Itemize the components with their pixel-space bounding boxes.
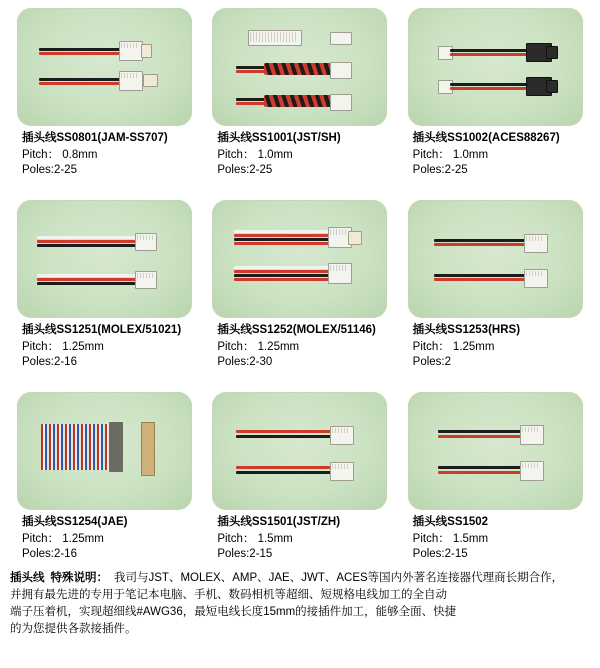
- footer-text-4: 的为您提供各款接插件。: [10, 623, 137, 635]
- product-caption-4: [22, 323, 199, 371]
- product-grid: [10, 8, 590, 582]
- product-photo-6: [408, 200, 583, 318]
- product-photo-9: [408, 392, 583, 510]
- product-cell-4: [10, 200, 199, 390]
- product-caption-6: [413, 323, 590, 371]
- product-caption-3: [413, 131, 590, 179]
- product-cell-2: [205, 8, 394, 198]
- product-photo-2: [212, 8, 387, 126]
- product-title: 插头线SS1502: [412, 516, 489, 528]
- footer-heading: 插头线: [10, 572, 45, 584]
- product-title: 插头线SS1002(ACES88267): [412, 132, 560, 144]
- product-title: 插头线SS0801(JAM-SS707): [22, 132, 168, 144]
- product-title: 插头线SS1001(JST/SH): [217, 132, 341, 144]
- footer-line-1: [10, 570, 590, 587]
- product-poles: Poles:2-16: [22, 356, 77, 368]
- footer-line-3: [10, 604, 590, 621]
- product-pitch: Pitch： 1.25mm: [412, 340, 495, 353]
- product-caption-9: [413, 515, 590, 563]
- product-pitch: Pitch： 1.25mm: [22, 532, 104, 545]
- product-pitch: Pitch： 0.8mm: [22, 148, 98, 161]
- product-pitch: Pitch： 1.5mm: [412, 532, 489, 545]
- product-poles: Poles:2-16: [22, 548, 77, 560]
- product-title: 插头线SS1501(JST/ZH): [217, 516, 341, 528]
- product-photo-7: [17, 392, 192, 510]
- product-cell-7: [10, 392, 199, 582]
- product-photo-3: [408, 8, 583, 126]
- product-pitch: Pitch： 1.25mm: [22, 340, 104, 353]
- footer-note: [10, 570, 590, 638]
- product-caption-1: [22, 131, 199, 179]
- footer-text-1: 我司与JST、MOLEX、AMP、JAE、JWT、ACES等国内外著名连接器代理商长期合作，: [114, 572, 564, 584]
- product-poles: Poles:2: [412, 356, 452, 368]
- footer-line-4: [10, 621, 590, 638]
- product-pitch: Pitch： 1.0mm: [412, 148, 489, 161]
- product-cell-5: [205, 200, 394, 390]
- product-poles: Poles:2-25: [412, 164, 468, 176]
- product-photo-5: [212, 200, 387, 318]
- product-poles: Poles:2-25: [217, 164, 273, 176]
- product-poles: Poles:2-15: [217, 548, 273, 560]
- product-cell-1: [10, 8, 199, 198]
- product-caption-7: [22, 515, 199, 563]
- product-pitch: Pitch： 1.25mm: [217, 340, 300, 353]
- product-caption-2: [217, 131, 394, 179]
- product-cell-9: [401, 392, 590, 582]
- product-caption-5: [217, 323, 394, 371]
- footer-text-3: 端子压着机，实现超细线#AWG36，最短电线长度15mm的接插件加工，能够全面、快捷: [10, 606, 457, 618]
- product-pitch: Pitch： 1.5mm: [217, 532, 293, 545]
- product-photo-8: [212, 392, 387, 510]
- product-poles: Poles:2-30: [217, 356, 273, 368]
- product-title: 插头线SS1253(HRS): [412, 324, 521, 336]
- product-caption-8: [217, 515, 394, 563]
- product-pitch: Pitch： 1.0mm: [217, 148, 293, 161]
- footer-label: 特殊说明：: [50, 572, 108, 584]
- product-title: 插头线SS1252(MOLEX/51146): [217, 324, 376, 336]
- product-poles: Poles:2-15: [412, 548, 468, 560]
- product-photo-4: [17, 200, 192, 318]
- footer-line-2: [10, 587, 590, 604]
- product-cell-6: [401, 200, 590, 390]
- product-title: 插头线SS1251(MOLEX/51021): [22, 324, 182, 336]
- product-cell-3: [401, 8, 590, 198]
- footer-text-2: 并拥有最先进的专用于笔记本电脑、手机、数码相机等超细、短规格电线加工的全自动: [10, 589, 447, 601]
- product-poles: Poles:2-25: [22, 164, 77, 176]
- product-photo-1: [17, 8, 192, 126]
- product-cell-8: [205, 392, 394, 582]
- product-title: 插头线SS1254(JAE): [22, 516, 128, 528]
